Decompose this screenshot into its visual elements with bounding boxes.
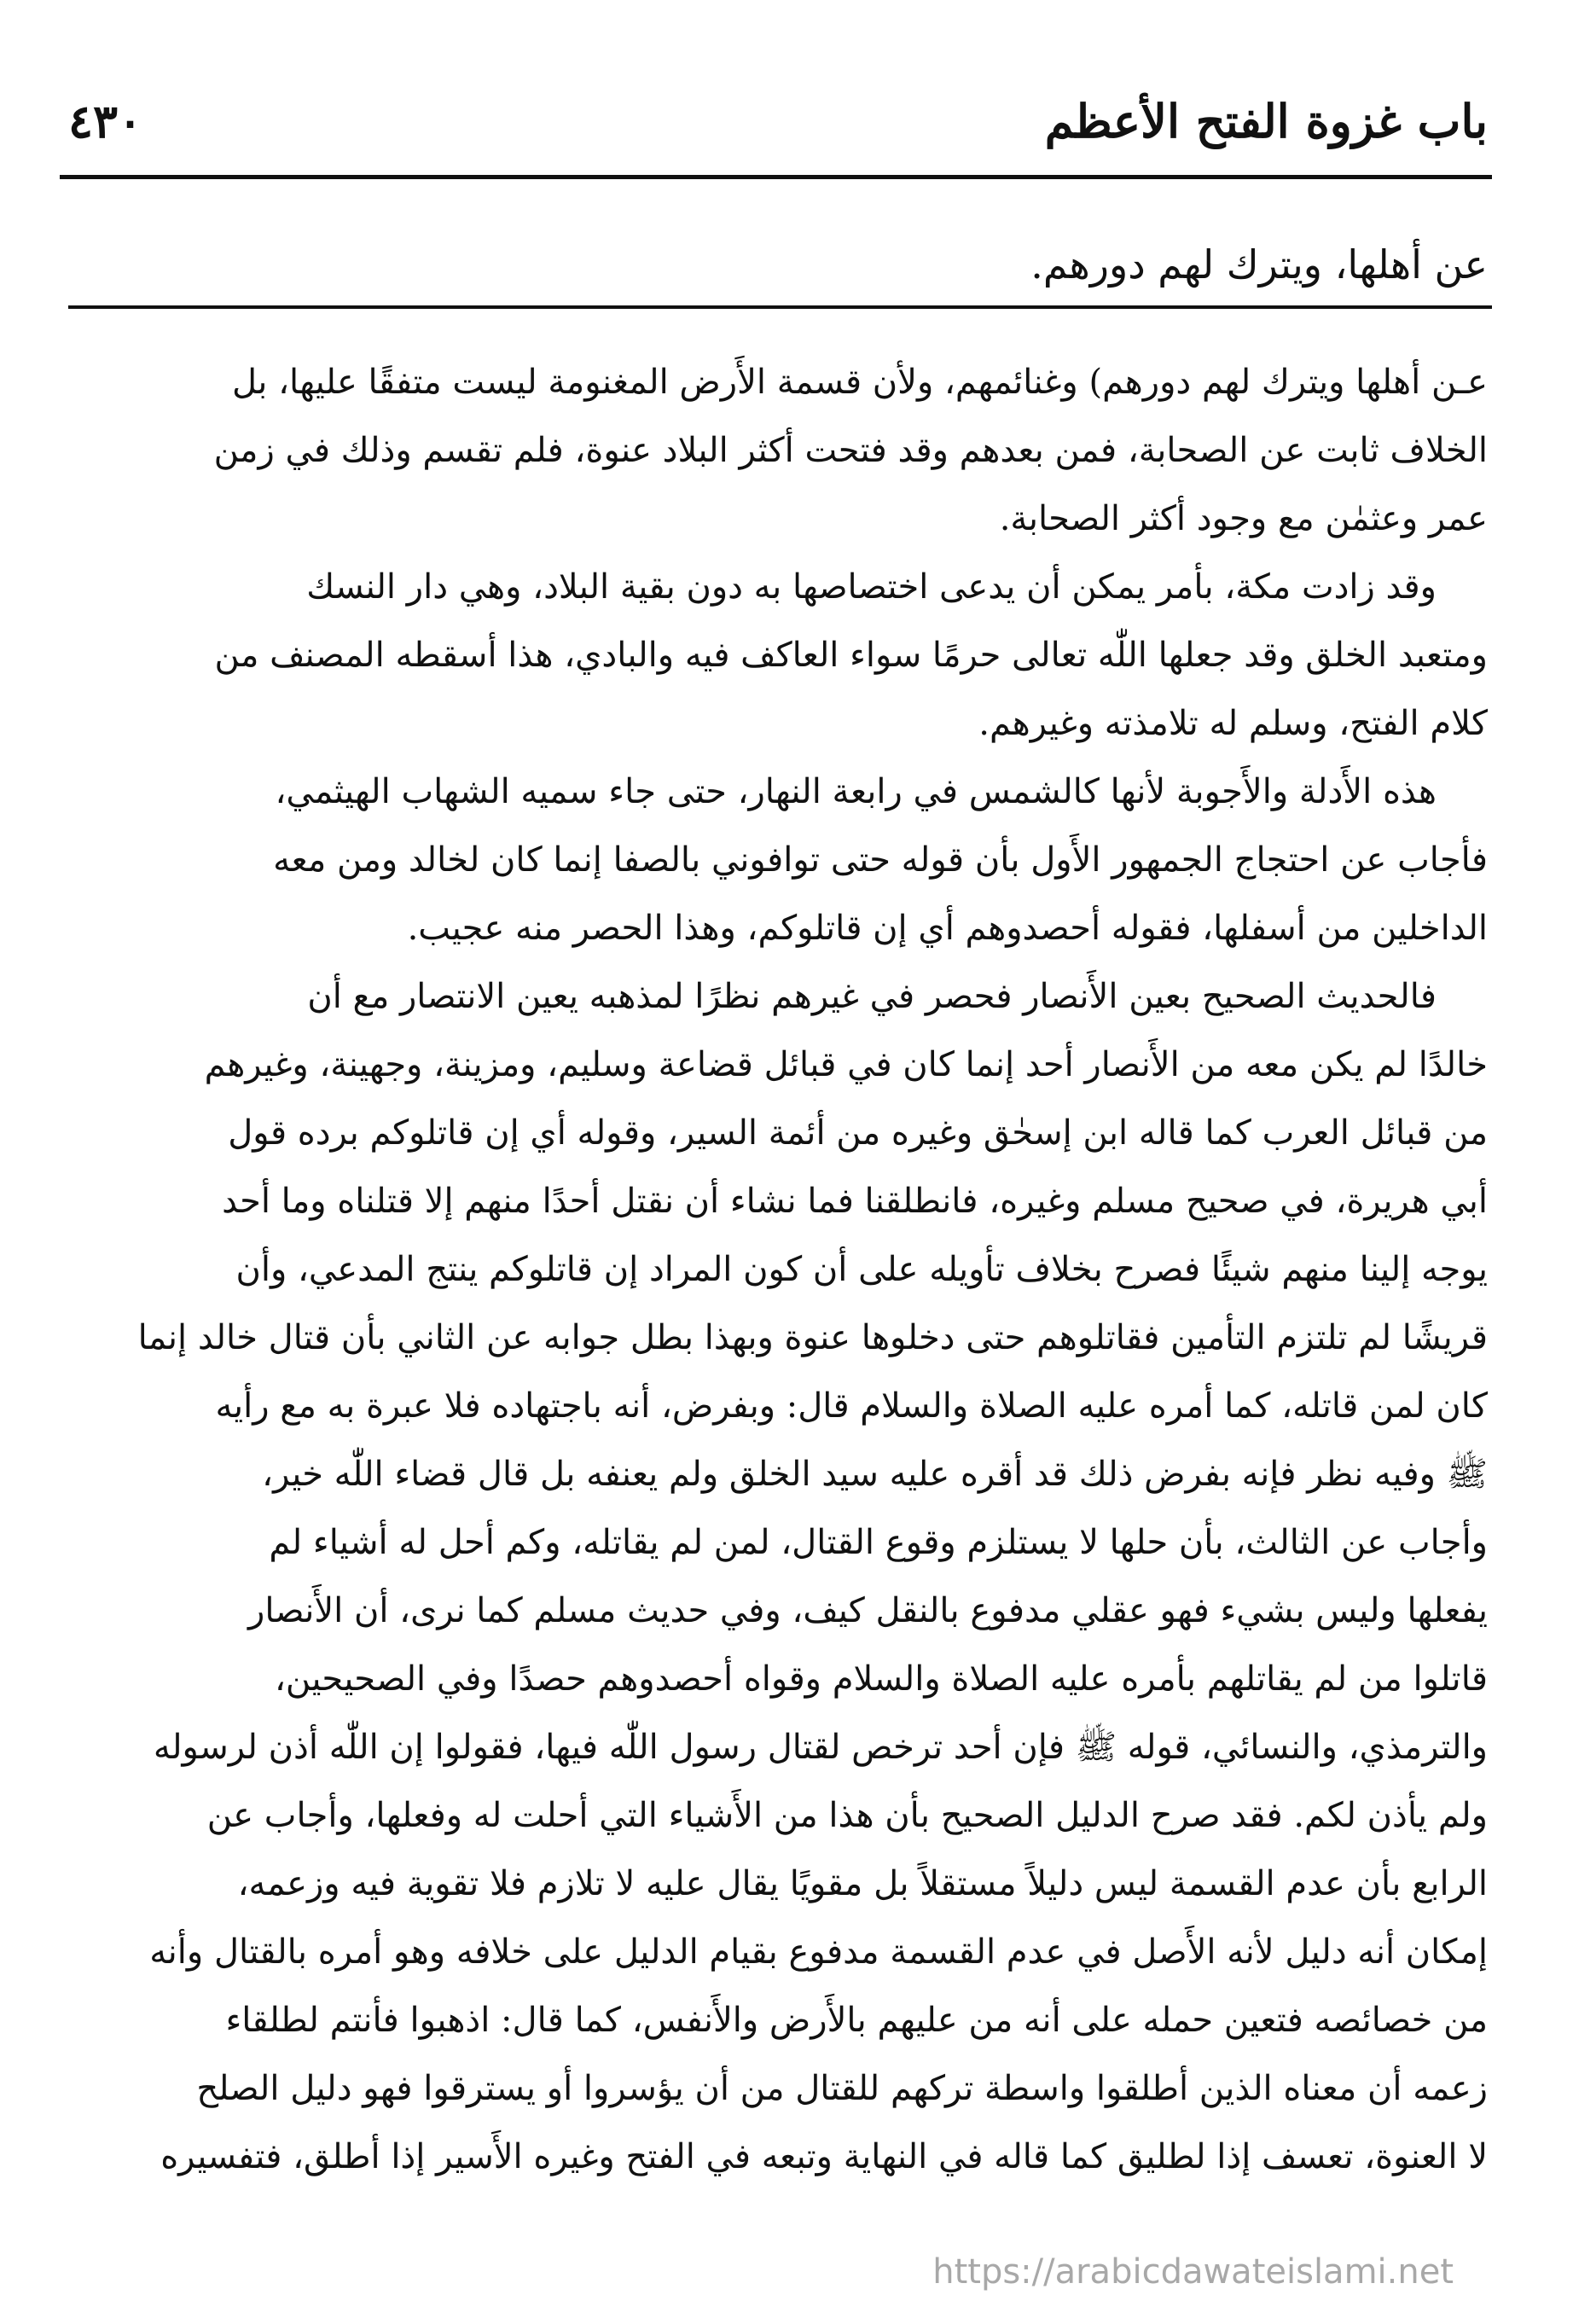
text-line: وأجاب عن الثالث، بأن حلها لا يستلزم وقوع القتال، لمن لم يقاتله، وكم أحل له أشياء لم [269, 1523, 1488, 1562]
text-line: عـن أهلها ويترك لهم دورهم) وغنائمهم، ولأن قسمة الأَرض المغنومة ليست متفقًا عليها، بل [231, 363, 1488, 402]
text-line: زعمه أن معناه الذين أطلقوا واسطة تركهم للقتال من أن يؤسروا أو يسترقوا فهو دليل الصلح [196, 2069, 1488, 2108]
page-number: ٤٣٠ [68, 94, 143, 148]
text-line: ومتعبد الخلق وقد جعلها اللّٰه تعالى حرمًا سواء العاكف فيه والبادي، هذا أسقطه المصنف من [214, 636, 1488, 675]
website-watermark: https://arabicdawateislami.net [932, 2252, 1454, 2292]
commentary-body [68, 348, 1488, 2191]
text-line: والترمذي، والنسائي، قوله ﷺ فإن أحد ترخص لقتال رسول اللّٰه فيها، فقولوا إن اللّٰه أذن لرسوله [153, 1728, 1488, 1767]
text-line: فالحديث الصحيح بعين الأَنصار فحصر في غيرهم نظرًا لمذهبه يعين الانتصار مع أن [307, 977, 1437, 1016]
text-line: قريشًا لم تلتزم التأمين فقاتلوهم حتى دخلوها عنوة وبهذا بطل جوابه عن الثاني بأن قتال خالد إنما [137, 1318, 1488, 1357]
text-line: قاتلوا من لم يقاتلهم بأمره عليه الصلاة والسلام وقواه أحصدوهم حصدًا وفي الصحيحين، [274, 1659, 1488, 1699]
text-line: يوجه إلينا منهم شيئًا فصرح بخلاف تأويله على أن كون المراد إن قاتلوكم ينتج المدعي، وأن [235, 1250, 1488, 1289]
paragraph [68, 553, 1488, 758]
paragraph [68, 962, 1488, 2191]
text-line: كان لمن قاتله، كما أمره عليه الصلاة والسلام قال: وبفرض، أنه باجتهاده فلا عبرة به مع رأيه [215, 1386, 1488, 1426]
header-divider [60, 175, 1492, 179]
text-line: أبي هريرة، في صحيح مسلم وغيره، فانطلقنا فما نشاء أن نقتل أحدًا منهم إلا قتلناه وما أحد [222, 1182, 1488, 1221]
text-line: الداخلين من أسفلها، فقوله أحصدوهم أي إن قاتلوكم، وهذا الحصر منه عجيب. [407, 909, 1488, 948]
text-line: الرابع بأن عدم القسمة ليس دليلاً مستقلاً بل مقويًا يقال عليه لا تلازم فلا تقوية فيه وزعمه، [237, 1864, 1488, 1903]
text-line: من خصائصه فتعين حمله على أنه من عليهم بالأَرض والأَنفس، كما قال: اذهبوا فأنتم لطلقاء [225, 2001, 1488, 2040]
paragraph [68, 348, 1488, 553]
matn-text: عن أهلها، ويترك لهم دورهم. [1030, 241, 1488, 288]
chapter-title: باب غزوة الفتح الأعظم [1044, 94, 1488, 148]
text-line: كلام الفتح، وسلم له تلامذته وغيرهم. [978, 704, 1488, 743]
text-line: لا العنوة، تعسف إذا لطليق كما قاله في النهاية وتبعه في الفتح وغيره الأَسير إذا أطلق، فتفسيره [160, 2137, 1488, 2176]
text-line: من قبائل العرب كما قاله ابن إسحٰق وغيره من أئمة السير، وقوله أي إن قاتلوكم برده قول [228, 1113, 1488, 1153]
text-line: فأجاب عن احتجاج الجمهور الأَول بأن قوله حتى توافوني بالصفا إنما كان لخالد ومن معه [273, 840, 1488, 880]
paragraph [68, 758, 1488, 962]
text-line: وقد زادت مكة، بأمر يمكن أن يدعى اختصاصها به دون بقية البلاد، وهي دار النسك [306, 567, 1437, 607]
text-line: ولم يأذن لكم. فقد صرح الدليل الصحيح بأن هذا من الأَشياء التي أحلت له وفعلها، وأجاب عن [206, 1796, 1488, 1835]
text-line: الخلاف ثابت عن الصحابة، فمن بعدهم وقد فتحت أكثر البلاد عنوة، فلم تقسم وذلك في زمن [213, 431, 1488, 470]
text-line: خالدًا لم يكن معه من الأَنصار أحد إنما كان في قبائل قضاعة وسليم، ومزينة، وجهينة، وغيرهم [204, 1045, 1488, 1084]
matn-divider [68, 305, 1492, 309]
text-line: هذه الأَدلة والأَجوبة لأنها كالشمس في رابعة النهار، حتى جاء سميه الشهاب الهيثمي، [275, 772, 1437, 811]
text-line: إمكان أنه دليل لأنه الأَصل في عدم القسمة مدفوع بقيام الدليل على خلافه وهو أمره بالقتال وأنه [149, 1932, 1488, 1972]
text-line: عمر وعثمٰن مع وجود أكثر الصحابة. [999, 499, 1488, 538]
text-line: ﷺ وفيه نظر فإنه بفرض ذلك قد أقره عليه سيد الخلق ولم يعنفه بل قال قضاء اللّٰه خير، [262, 1455, 1488, 1494]
text-line: يفعلها وليس بشيء فهو عقلي مدفوع بالنقل كيف، وفي حديث مسلم كما نرى، أن الأَنصار [248, 1591, 1488, 1630]
page-header [68, 85, 1488, 171]
